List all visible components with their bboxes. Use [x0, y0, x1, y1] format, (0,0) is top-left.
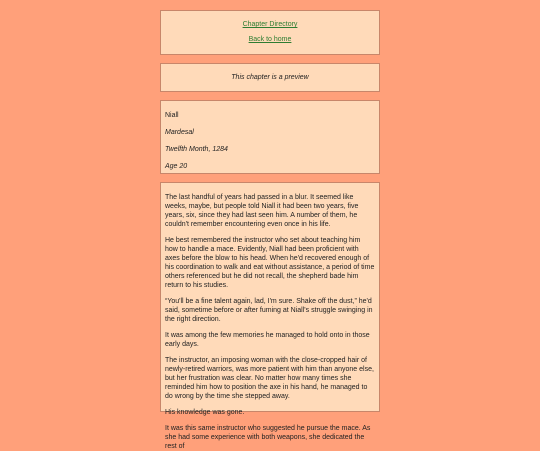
chapter-location: Mardesal	[165, 129, 194, 136]
preview-notice: This chapter is a preview	[231, 74, 309, 81]
paragraph: It was among the few memories he managed to hold onto in those early days.	[165, 332, 370, 348]
preview-notice-panel	[160, 63, 380, 92]
navigation-panel	[160, 10, 380, 55]
paragraph: “You'll be a fine talent again, lad, I'm sure. Shake off the dust,” he'd said, sometime before or after fuming at Niall's struggle swinging in the right direction.	[165, 298, 373, 323]
paragraph: It was this same instructor who suggested he pursue the mace. As she had some experience with both weapons, she dedicated the rest of	[165, 425, 371, 450]
chapter-directory-link[interactable]: Chapter Directory	[242, 21, 298, 28]
character-age: Age 20	[165, 163, 188, 170]
back-to-home-link[interactable]: Back to home	[248, 36, 292, 43]
chapter-body	[160, 182, 380, 450]
chapter-date: Twelfth Month, 1284	[165, 146, 228, 153]
page-column	[160, 10, 380, 450]
paragraph: The instructor, an imposing woman with the close-cropped hair of newly-retired warriors, was more patient with him than anyone else, but her frustration was clear. No matter how many times she reminded him how to position the axe in his hand, he managed to do wrong by the time she stepped away.	[165, 357, 374, 400]
paragraph: The last handful of years had passed in a blur. It seemed like weeks, maybe, but people told Niall it had been two years, five years, six, since they had last seen him. A number of them, he couldn't remember encountering even once in his life.	[165, 194, 359, 228]
character-name: Niall	[165, 112, 179, 119]
paragraph: He best remembered the instructor who set about teaching him how to handle a mace. Evidently, Niall had been proficient with axes before the blow to his head. When he'd recovered enough of his coordination to walk and eat without assistance, a period of time others referenced but he did not recall, the shepherd bade him return to his studies.	[165, 237, 375, 289]
paragraph: His knowledge was gone.	[165, 409, 245, 416]
chapter-meta-panel	[160, 100, 380, 174]
